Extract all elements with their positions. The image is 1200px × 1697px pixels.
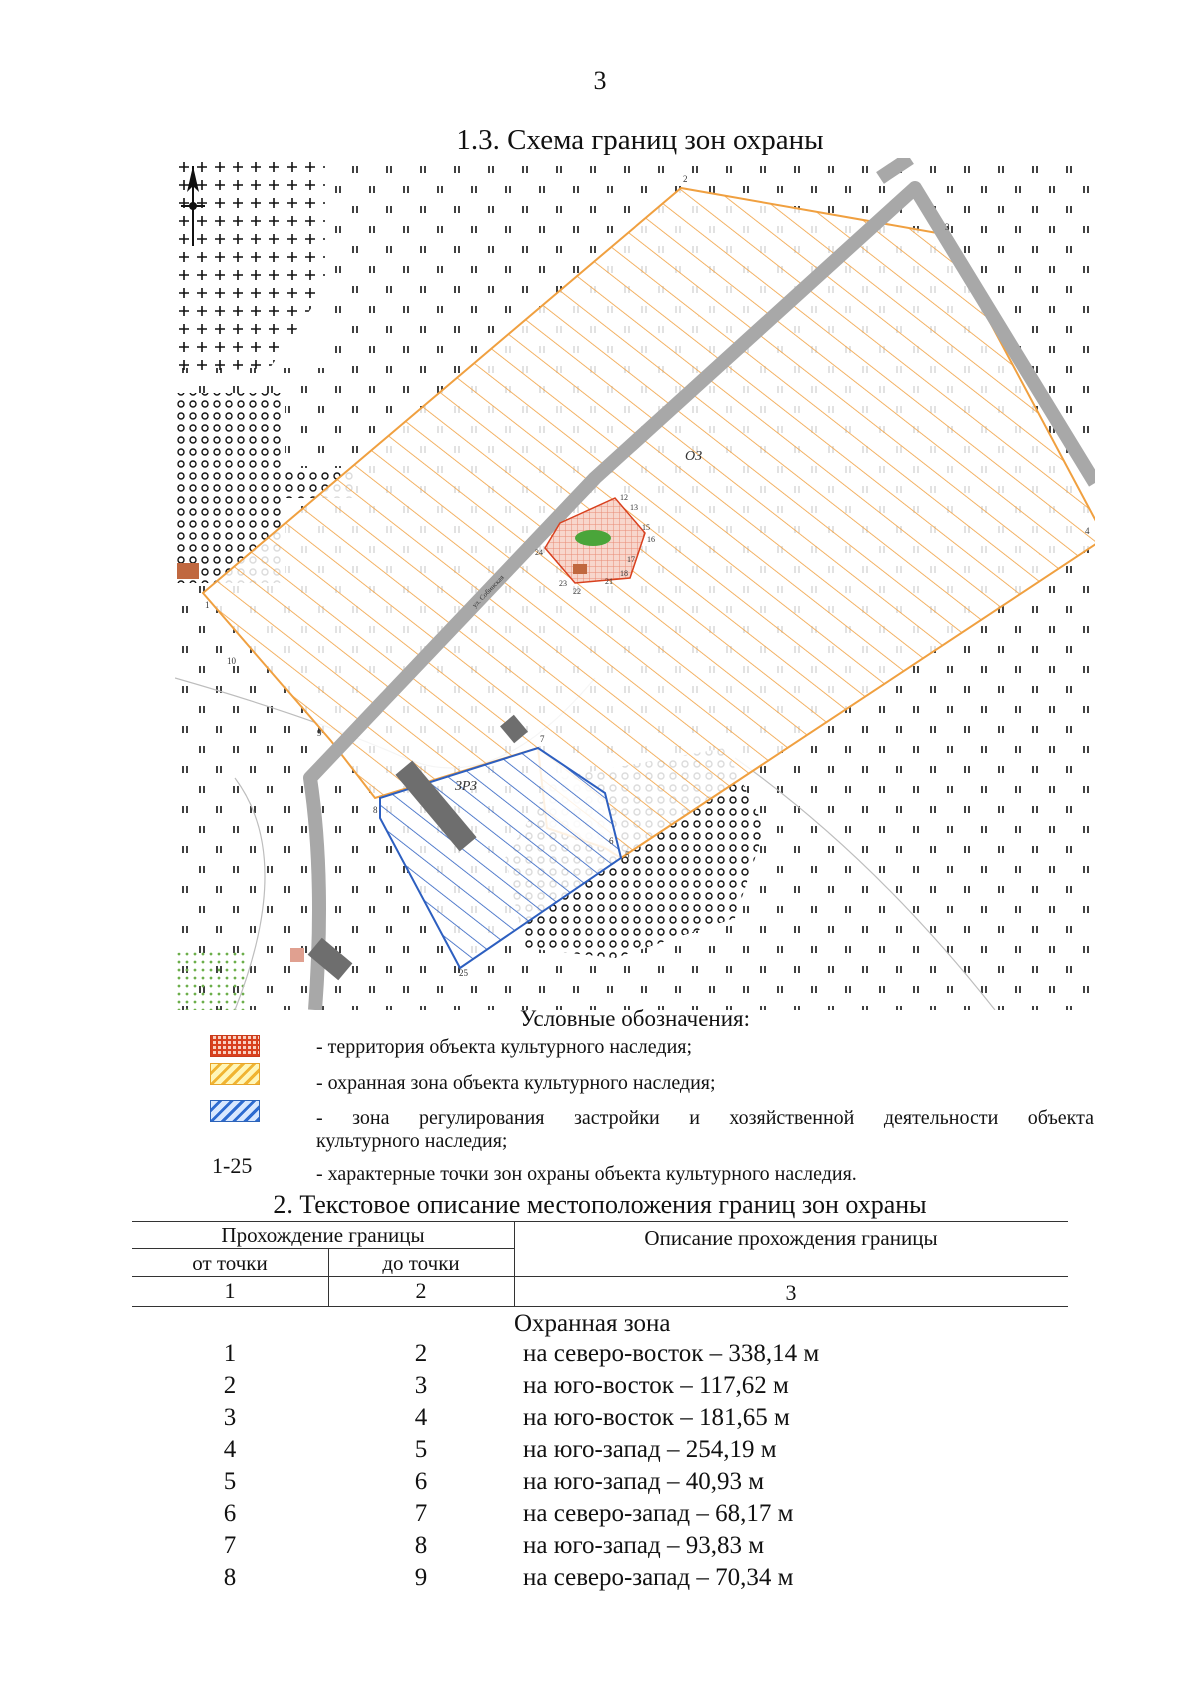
legend-text-points: - характерные точки зон охраны объекта культурного наследия.	[316, 1163, 857, 1185]
table-row-to: 2	[414, 1340, 428, 1367]
heritage-building	[573, 564, 587, 574]
table-row-from: 5	[223, 1468, 237, 1495]
point-label-1: 1	[205, 600, 210, 610]
col-number-2: 2	[415, 1278, 427, 1303]
point-label-16: 16	[647, 535, 655, 544]
point-label-5: 5	[625, 850, 630, 860]
table-header-bottom	[132, 1276, 1068, 1277]
zone-map	[175, 158, 1095, 1010]
map-green-area	[175, 948, 245, 1010]
table-row-from: 4	[223, 1436, 237, 1463]
table-row-desc: на юго-восток – 181,65 м	[523, 1404, 790, 1431]
table-row-desc: на северо-запад – 70,34 м	[523, 1564, 794, 1591]
heritage-green-object	[575, 530, 611, 546]
point-label-23: 23	[559, 579, 567, 588]
point-label-4: 4	[1085, 526, 1090, 536]
table-row-from: 2	[223, 1372, 237, 1399]
table-row-to: 4	[414, 1404, 428, 1431]
table-row-to: 3	[414, 1372, 428, 1399]
header-desc: Описание прохождения границы	[644, 1226, 938, 1250]
point-label-6: 6	[609, 836, 614, 846]
point-label-8: 8	[373, 805, 378, 815]
table-row-from: 6	[223, 1500, 237, 1527]
point-label-9: 9	[317, 728, 322, 738]
point-label-10: 10	[227, 656, 236, 666]
point-label-24: 24	[535, 548, 543, 557]
legend-text-regulate-zone-cont: культурного наследия;	[316, 1130, 508, 1152]
table-row-desc: на северо-восток – 338,14 м	[523, 1340, 820, 1367]
header-from: от точки	[192, 1251, 268, 1275]
table-row-to: 9	[414, 1564, 428, 1591]
point-label-22: 22	[573, 587, 581, 596]
table-row-from: 1	[223, 1340, 237, 1367]
point-label-25: 25	[459, 968, 468, 978]
table-row-from: 3	[223, 1404, 237, 1431]
col-number-3: 3	[785, 1280, 797, 1305]
page-number: 3	[593, 66, 607, 95]
map-title: 1.3. Схема границ зон охраны	[456, 124, 824, 156]
header-group: Прохождение границы	[221, 1223, 425, 1247]
point-label-12: 12	[620, 493, 628, 502]
table-subheading: Охранная зона	[514, 1310, 671, 1337]
table-row-to: 7	[414, 1500, 428, 1527]
building-5	[177, 563, 199, 579]
table-row-desc: на северо-запад – 68,17 м	[523, 1500, 794, 1527]
section-heading: 2. Текстовое описание местоположения границ зон охраны	[273, 1190, 927, 1219]
point-label-18: 18	[620, 569, 628, 578]
table-row-desc: на юго-запад – 254,19 м	[523, 1436, 777, 1463]
regulate-zone-label: ЗРЗ	[455, 779, 477, 794]
table-top-border	[132, 1221, 1068, 1222]
point-label-17: 17	[627, 555, 635, 564]
header-to: до точки	[382, 1251, 460, 1275]
point-label-15: 15	[642, 523, 650, 532]
point-label-7: 7	[540, 734, 545, 744]
protect-zone-label: ОЗ	[685, 449, 703, 464]
table-row-from: 7	[223, 1532, 237, 1559]
street-label: ул. Собинская	[470, 573, 506, 610]
zone-map-svg	[175, 158, 1095, 1010]
table-row-to: 6	[414, 1468, 428, 1495]
table-row-desc: на юго-восток – 117,62 м	[523, 1372, 789, 1399]
legend-heading: Условные обозначения:	[519, 1006, 751, 1031]
table-row-desc: на юго-запад – 93,83 м	[523, 1532, 765, 1559]
table-row-desc: на юго-запад – 40,93 м	[523, 1468, 765, 1495]
legend-points-code: 1-25	[212, 1153, 253, 1178]
legend-text-territory: - территория объекта культурного наследия;	[316, 1036, 693, 1058]
table-row-to: 8	[414, 1532, 428, 1559]
legend-swatch-regulate-zone	[210, 1100, 260, 1122]
col-number-1: 1	[224, 1278, 236, 1303]
legend-text-regulate-zone: - зона регулирования застройки и хозяйственной деятельности объекта	[316, 1107, 1094, 1129]
legend-swatch-protect-zone	[210, 1063, 260, 1085]
table-row-from: 8	[223, 1564, 237, 1591]
building-4	[290, 948, 304, 962]
table-row-to: 5	[414, 1436, 428, 1463]
legend-text-protect-zone: - охранная зона объекта культурного наследия;	[316, 1072, 716, 1094]
legend-swatch-territory	[210, 1035, 260, 1057]
point-label-21: 21	[605, 577, 613, 586]
point-label-13: 13	[630, 503, 638, 512]
point-label-3: 3	[945, 222, 950, 232]
table-header-divider	[132, 1248, 514, 1249]
point-label-2: 2	[683, 174, 688, 184]
table-numbers-bottom	[132, 1306, 1068, 1307]
